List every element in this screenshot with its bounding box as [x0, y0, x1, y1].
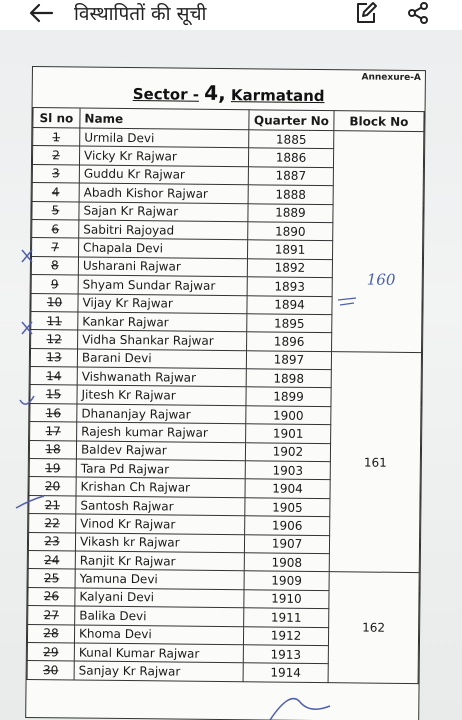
row-quarter-no: 1906: [245, 516, 330, 535]
row-serial-text: 24: [44, 552, 60, 567]
row-quarter-no: 1895: [247, 314, 332, 333]
row-name: Yamuna Devi: [75, 569, 244, 589]
row-quarter-no: 1889: [248, 203, 333, 222]
row-serial-text: 22: [44, 516, 60, 531]
row-name: Santosh Rajwar: [76, 496, 245, 516]
pen-ticks: [0, 30, 462, 720]
row-quarter-no: 1897: [246, 350, 331, 369]
column-header-block: Block No: [334, 111, 424, 132]
row-name: Vikash kr Rajwar: [75, 533, 244, 553]
row-quarter-no: 1902: [245, 442, 330, 461]
row-name: Shyam Sundar Rajwar: [78, 275, 247, 295]
row-name: Tara Pd Rajwar: [76, 459, 245, 479]
row-serial-text: 20: [44, 479, 61, 494]
row-serial-text: 28: [43, 626, 59, 641]
row-name: Chapala Devi: [79, 238, 248, 258]
row-quarter-no: 1911: [244, 608, 329, 627]
row-name: Guddu Kr Rajwar: [79, 165, 248, 185]
document-photo: [0, 30, 462, 720]
row-serial-text: 18: [45, 442, 61, 457]
row-quarter-no: 1901: [246, 424, 331, 443]
row-name: Kalyani Devi: [75, 588, 244, 608]
row-serial-text: 5: [51, 203, 60, 218]
row-quarter-no: 1893: [247, 277, 332, 296]
row-quarter-no: 1909: [244, 571, 329, 590]
row-name: Urmila Devi: [80, 128, 249, 148]
row-block-no: 161: [329, 351, 421, 573]
row-serial-text: 15: [45, 387, 62, 402]
row-serial-text: 11: [46, 313, 63, 328]
row-name: Vicky Kr Rajwar: [79, 146, 248, 166]
row-serial-text: 14: [46, 368, 62, 384]
row-serial-text: 4: [51, 185, 60, 200]
row-name: Vinod Kr Rajwar: [76, 514, 245, 534]
row-name: Kankar Rajwar: [78, 312, 247, 332]
row-serial-text: 12: [46, 332, 62, 347]
row-quarter-no: 1913: [243, 645, 328, 664]
row-name: Kunal Kumar Rajwar: [74, 643, 243, 663]
share-icon[interactable]: [406, 1, 430, 25]
row-quarter-no: 1891: [247, 240, 332, 259]
row-name: Jitesh Kr Rajwar: [77, 385, 246, 405]
row-serial-text: 26: [43, 589, 60, 604]
row-name: Abadh Kishor Rajwar: [79, 183, 248, 203]
row-serial-text: 25: [43, 571, 60, 586]
row-name: Vishwanath Rajwar: [77, 367, 246, 387]
row-quarter-no: 1890: [248, 222, 333, 241]
row-quarter-no: 1896: [247, 332, 332, 351]
row-name: Dhananjay Rajwar: [77, 404, 246, 424]
row-quarter-no: 1903: [245, 461, 330, 480]
row-serial-text: 6: [51, 221, 60, 236]
row-quarter-no: 1904: [245, 479, 330, 498]
row-serial-text: 13: [46, 350, 62, 365]
sector-place: Karmatand: [230, 86, 325, 106]
row-name: Usharani Rajwar: [78, 257, 247, 277]
handwritten-note: 160: [366, 270, 396, 289]
edit-icon[interactable]: [354, 1, 378, 25]
row-serial-text: 3: [51, 166, 60, 181]
row-quarter-no: 1894: [247, 295, 332, 314]
row-name: Sajan Kr Rajwar: [79, 202, 248, 222]
row-quarter-no: 1885: [249, 130, 334, 149]
row-name: Krishan Ch Rajwar: [76, 477, 245, 497]
row-serial-text: 27: [43, 607, 59, 623]
app-bar: [0, 0, 462, 30]
row-serial-text: 10: [46, 295, 63, 310]
row-name: Sabitri Rajoyad: [79, 220, 248, 240]
row-serial-text: 17: [45, 424, 61, 439]
row-serial-text: 7: [51, 240, 59, 255]
row-serial-text: 23: [44, 534, 60, 549]
row-quarter-no: 1912: [243, 626, 328, 645]
row-name: Vijay Kr Rajwar: [78, 294, 247, 314]
row-name: Baldev Rajwar: [76, 441, 245, 461]
row-name: Khoma Devi: [74, 625, 243, 645]
row-quarter-no: 1905: [245, 498, 330, 517]
row-quarter-no: 1908: [244, 553, 329, 572]
row-name: Sanjay Kr Rajwar: [74, 661, 243, 681]
row-serial-text: 29: [43, 644, 59, 659]
row-serial-text: 30: [42, 663, 59, 678]
row-name: Vidha Shankar Rajwar: [78, 330, 247, 350]
row-quarter-no: 1887: [248, 167, 333, 186]
sector-number: 4,: [204, 80, 226, 106]
row-name: Ranjit Kr Rajwar: [75, 551, 244, 571]
column-header-quarter: Quarter No: [249, 110, 334, 131]
column-header-name: Name: [80, 108, 249, 130]
row-serial-text: 1: [52, 129, 61, 144]
row-name: Balika Devi: [75, 606, 244, 626]
column-header-sl: Sl no: [33, 108, 80, 128]
row-name: Rajesh kumar Rajwar: [77, 422, 246, 442]
row-quarter-no: 1900: [246, 406, 331, 425]
row-quarter-no: 1886: [248, 148, 333, 167]
row-quarter-no: 1899: [246, 387, 331, 406]
row-quarter-no: 1910: [244, 590, 329, 609]
row-quarter-no: 1907: [244, 534, 329, 553]
row-name: Barani Devi: [77, 349, 246, 369]
row-block-no: 162: [328, 572, 419, 683]
arrow-left-icon[interactable]: [28, 2, 54, 24]
sector-label: Sector -: [132, 85, 200, 104]
row-serial-text: 9: [50, 277, 59, 292]
page-title: विस्थापितों की सूची: [74, 3, 207, 25]
row-quarter-no: 1898: [246, 369, 331, 388]
row-serial-text: 8: [51, 258, 59, 273]
row-serial-text: 19: [45, 460, 61, 476]
row-quarter-no: 1914: [243, 663, 328, 682]
row-serial-text: 16: [45, 405, 62, 420]
row-quarter-no: 1892: [247, 259, 332, 278]
row-quarter-no: 1888: [248, 185, 333, 204]
row-serial-text: 21: [44, 497, 61, 512]
row-serial-text: 2: [52, 148, 60, 163]
annexure-label: Annexure-A: [361, 72, 421, 84]
